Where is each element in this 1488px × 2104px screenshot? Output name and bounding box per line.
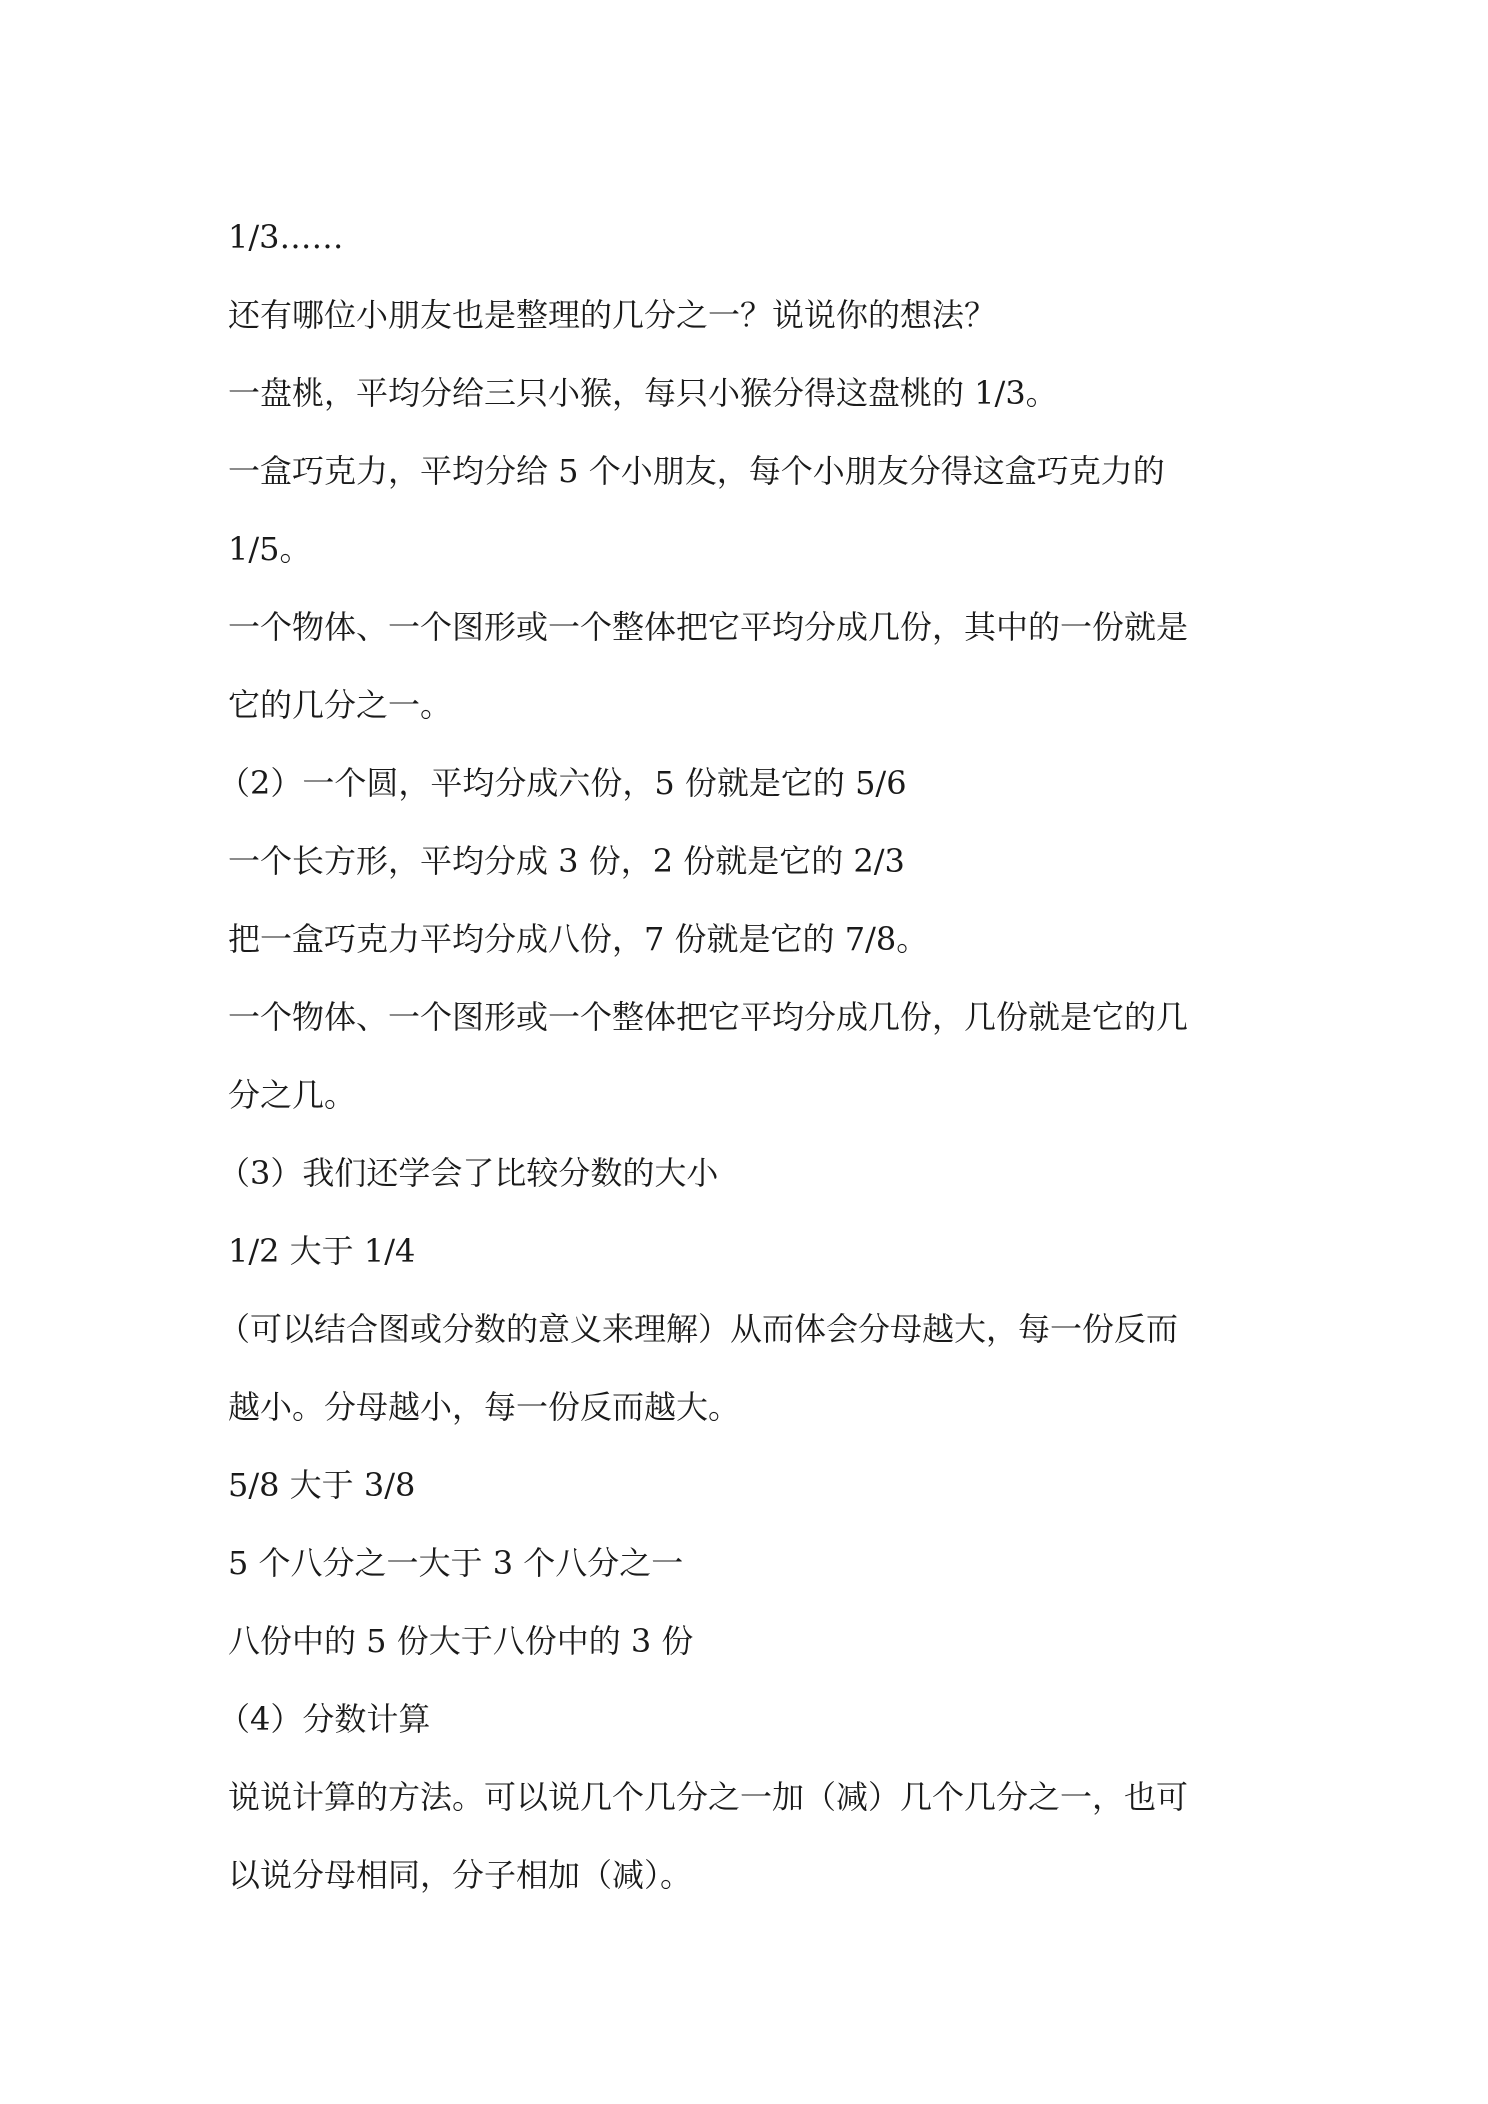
text-line: 5/8 大于 3/8 (228, 1466, 416, 1504)
text-line: 以说分母相同，分子相加（减）。 (228, 1856, 693, 1894)
text-line: 5 个八分之一大于 3 个八分之一 (228, 1544, 684, 1582)
text-line: 一盘桃，平均分给三只小猴，每只小猴分得这盘桃的 1/3。 (228, 374, 1058, 412)
text-line: 1/5。 (228, 530, 312, 568)
text-line: 一个物体、一个图形或一个整体把它平均分成几份，几份就是它的几 (228, 998, 1189, 1036)
section-heading-4: （4）分数计算 (218, 1700, 431, 1738)
text-line: 一盒巧克力，平均分给 5 个小朋友，每个小朋友分得这盒巧克力的 (228, 452, 1165, 490)
text-line: 一个长方形，平均分成 3 份，2 份就是它的 2/3 (228, 842, 905, 880)
text-line: 把一盒巧克力平均分成八份，7 份就是它的 7/8。 (228, 920, 929, 958)
text-line: 一个物体、一个图形或一个整体把它平均分成几份，其中的一份就是 (228, 608, 1189, 646)
text-line: 说说计算的方法。可以说几个几分之一加（减）几个几分之一，也可 (228, 1778, 1189, 1816)
section-heading-3: （3）我们还学会了比较分数的大小 (218, 1154, 719, 1192)
document-body (218, 198, 1278, 1914)
text-line: 1/2 大于 1/4 (228, 1232, 416, 1270)
section-heading-2: （2）一个圆，平均分成六份，5 份就是它的 5/6 (218, 764, 907, 802)
text-line: 八份中的 5 份大于八份中的 3 份 (228, 1622, 694, 1660)
text-line: 1/3…… (228, 218, 344, 256)
text-line: 分之几。 (228, 1076, 357, 1114)
text-line: 还有哪位小朋友也是整理的几分之一？说说你的想法？ (228, 296, 997, 334)
text-line: 它的几分之一。 (228, 686, 453, 724)
text-line: （可以结合图或分数的意义来理解）从而体会分母越大，每一份反而 (218, 1310, 1179, 1348)
text-line: 越小。分母越小，每一份反而越大。 (228, 1388, 741, 1426)
